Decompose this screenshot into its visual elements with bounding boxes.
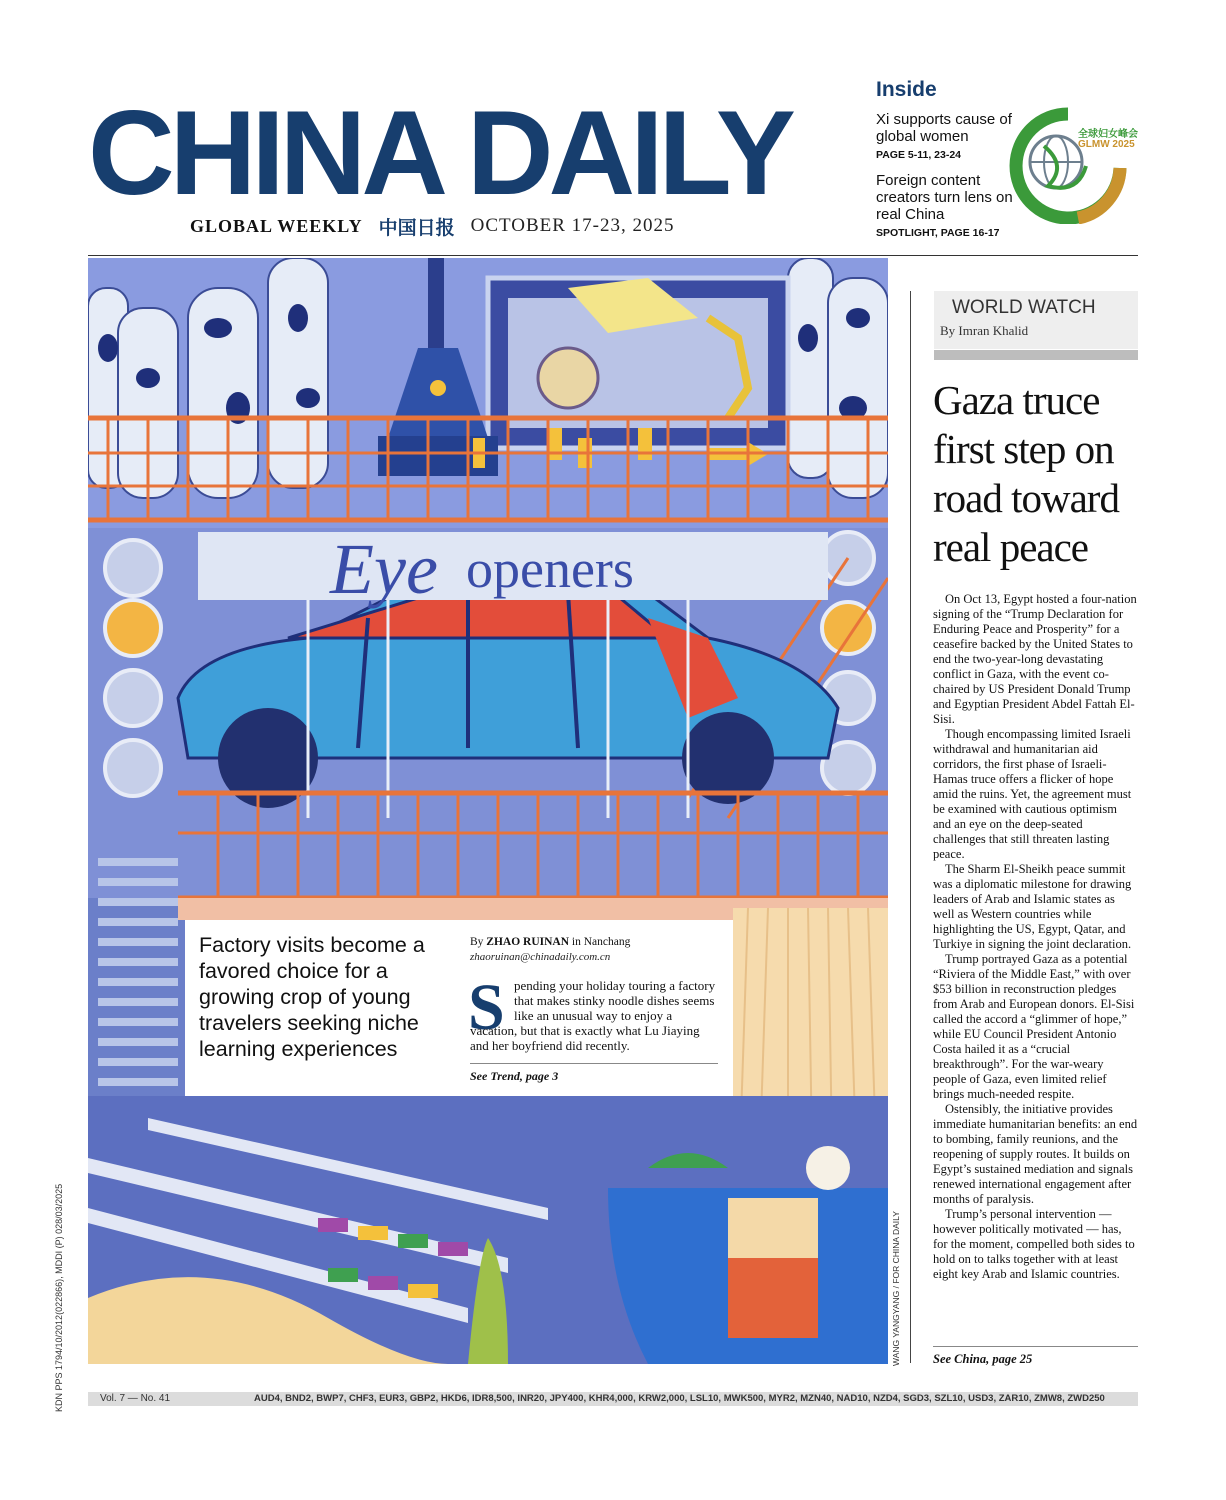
world-watch-bar: [934, 350, 1138, 360]
chinese-title: 中国日报: [378, 216, 455, 239]
gaza-headline[interactable]: Gaza truce first step on road toward real peace: [933, 377, 1119, 570]
edition-label: GLOBAL WEEKLY: [190, 215, 363, 236]
world-watch-author: By Imran Khalid: [940, 323, 1029, 338]
gaza-paragraph: The Sharm El-Sheikh peace summit was a diplomatic milestone for drawing leaders of Arab and Islamic states as well as Western countries while highlighting the US, Egypt, Qatar, and Turkiye in signing the joint declaration.: [933, 862, 1132, 951]
cover-story-text: pending your holiday touring a factory that makes stinky noodle dishes seems like an unusual way to enjoy a vacation, but that is exactly what Lu Jiaying and her boyfriend did recently.: [470, 978, 716, 1053]
cover-headline-word-2[interactable]: openers: [466, 539, 634, 599]
cover-byline: [470, 936, 630, 948]
glmw-logo-en: GLMW 2025: [1078, 139, 1135, 150]
inside-item-1-ref: PAGE 5-11, 23-24: [876, 149, 962, 161]
see-china-link[interactable]: See China, page 25: [933, 1352, 1033, 1366]
gaza-paragraph: Ostensibly, the initiative provides immediate humanitarian benefits: an end to bombing, family reunions, and the reopening of supply routes. It builds on Egypt’s sustained mediation and signals renewed international engagement after months of paralysis.: [933, 1102, 1138, 1206]
inside-heading: Inside: [876, 78, 937, 101]
masthead-subline: [190, 213, 675, 239]
world-watch-title: WORLD WATCH: [952, 297, 1096, 318]
masthead-title: CHINA DAILY: [88, 92, 791, 214]
cover-story-rule: [470, 1063, 718, 1064]
author-email[interactable]: zhaoruinan@chinadaily.com.cn: [470, 951, 611, 963]
cover-prices: AUD4, BND2, BWP7, CHF3, EUR3, GBP2, HKD6, IDR8,500, INR20, JPY400, KHR4,000, KRW2,000, LSL10, MWK500, MYR2, MZN40, NAD10, NZD4, SGD3, SZL10, USD3, ZAR10, ZMW8, ZWD250: [254, 1393, 1105, 1404]
byline-name: ZHAO RUINAN: [486, 936, 570, 948]
gaza-body: [933, 592, 1138, 1282]
gaza-paragraph: On Oct 13, Egypt hosted a four-nation signing of the “Trump Declaration for Enduring Peace and Prosperity” for a ceasefire backed by the United States to end the two-year-long devastating conflict in Gaza, with the event co-chaired by US President Donald Trump and Egyptian President Abdel Fattah El-Sisi.: [933, 592, 1137, 726]
cover-story-body: [470, 978, 718, 1053]
cover-deck: Factory visits become a favored choice for a growing crop of young travelers seeking niche learning experiences: [199, 933, 425, 1061]
glmw-logo: [1008, 106, 1130, 224]
byline-location: in Nanchang: [571, 936, 631, 948]
inside-item-2-text[interactable]: Foreign content creators turn lens on real China: [876, 172, 1013, 223]
gaza-paragraph: Though encompassing limited Israeli withdrawal and humanitarian aid corridors, the first phase of Israeli-Hamas truce offers a flicker of hope amid the ruins. Yet, the agreement must be examined with cautious optimism and an eye on the deep-seated challenges that still threaten lasting peace.: [933, 727, 1132, 861]
column-rule: [910, 291, 911, 1363]
dropcap: S: [468, 971, 505, 1044]
see-trend-link[interactable]: See Trend, page 3: [470, 1069, 559, 1083]
byline-prefix: By: [470, 936, 484, 948]
illustration-credit: WANG YANGYANG / FOR CHINA DAILY: [891, 1211, 901, 1366]
masthead-rule: [88, 255, 1138, 256]
inside-item-2-ref: SPOTLIGHT, PAGE 16-17: [876, 227, 1000, 239]
cover-illustration: [88, 258, 888, 1364]
gaza-paragraph: Trump’s personal intervention — however politically motivated — has, for the moment, compelled both sides to hold on to talks together with at least eight key Arab and Islamic countries.: [933, 1207, 1135, 1281]
gaza-rule: [933, 1346, 1138, 1347]
cover-headline-word-1[interactable]: Eye: [330, 529, 438, 609]
volume-number: Vol. 7 — No. 41: [100, 1393, 171, 1404]
gaza-paragraph: Trump portrayed Gaza as a potential “Riviera of the Middle East,” with over $53 billion in reconstruction pledges from Arab and European donors. El-Sisi called the accord a “glimmer of hope,” while EU Council President Antonio Costa hailed it as a “crucial breakthrough”. For the war-weary people of Gaza, even limited relief brings much-needed respite.: [933, 952, 1135, 1101]
registration-number: KDN PPS 1794/10/2012(022866), MDDI (P) 028/03/2025: [54, 1183, 64, 1412]
inside-item-1-text[interactable]: Xi supports cause of global women: [876, 111, 1012, 145]
glmw-logo-cn: 全球妇女峰会: [1078, 129, 1138, 140]
issue-date: OCTOBER 17-23, 2025: [470, 215, 675, 236]
